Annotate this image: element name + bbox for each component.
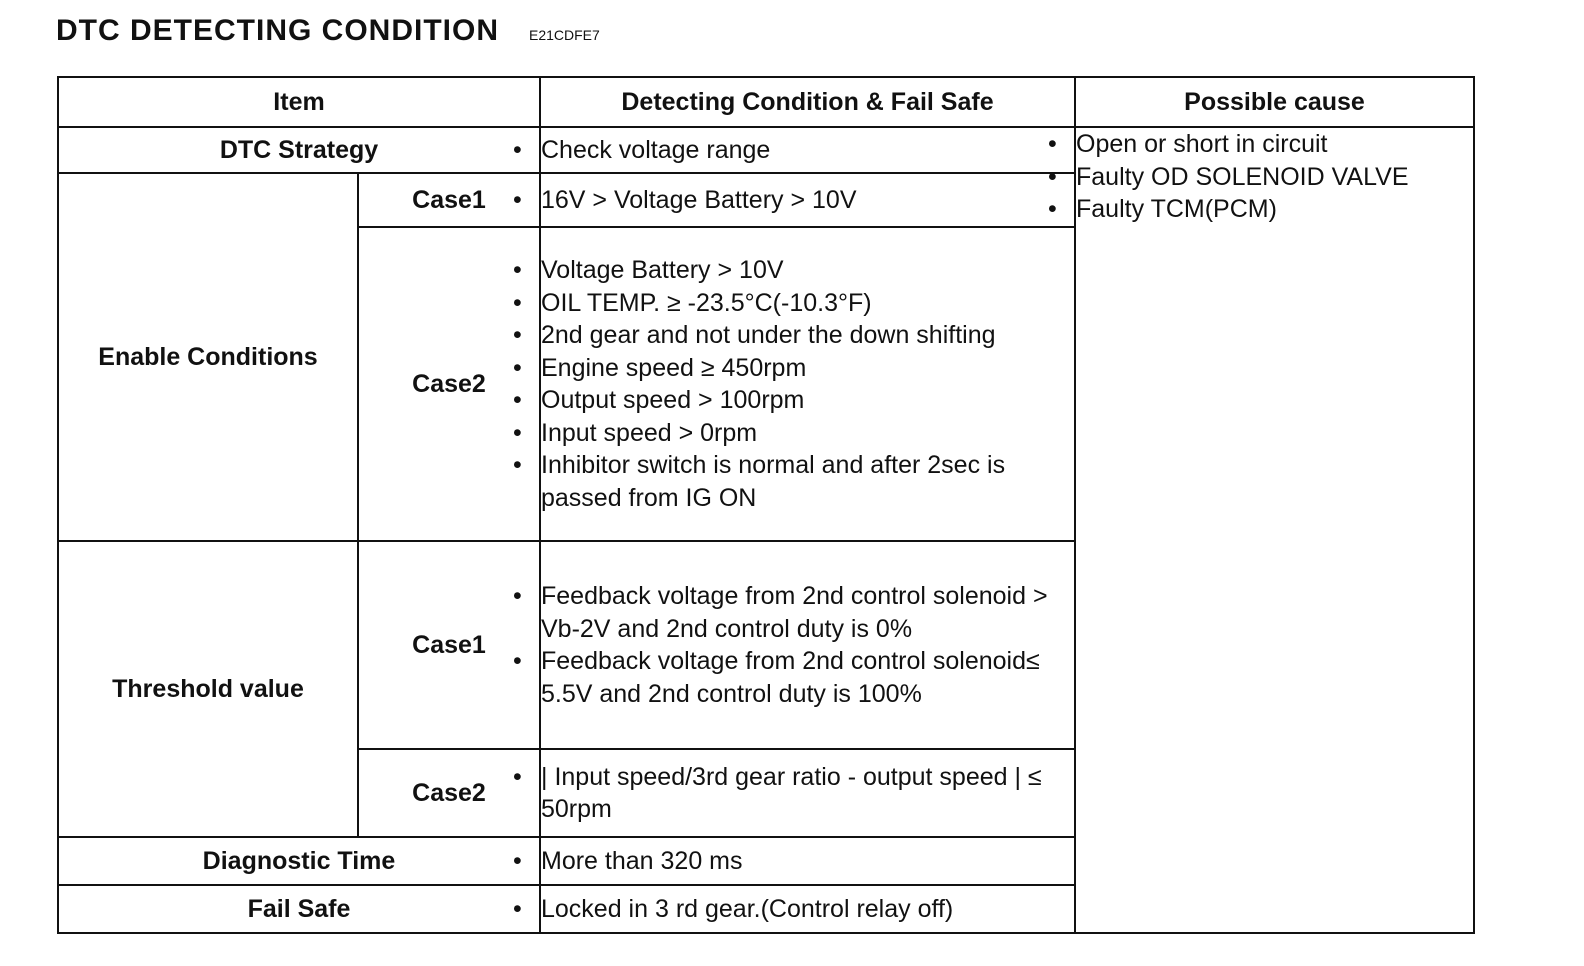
enable-conditions-label: Enable Conditions xyxy=(58,173,358,541)
column-header-item: Item xyxy=(58,77,540,127)
cause-item: • Open or short in circuit xyxy=(1076,128,1473,161)
cause-item: • Faulty OD SOLENOID VALVE xyxy=(1076,161,1473,194)
enable-case1-conditions xyxy=(540,173,1075,227)
condition-item: • Output speed > 100rpm xyxy=(541,384,1074,417)
column-header-condition: Detecting Condition & Fail Safe xyxy=(540,77,1075,127)
dtc-strategy-conditions xyxy=(540,127,1075,173)
threshold-case2-conditions xyxy=(540,749,1075,837)
page-title: DTC DETECTING CONDITION xyxy=(56,14,499,47)
possible-cause-cell xyxy=(1075,127,1474,933)
enable-case1-label: Case1 xyxy=(358,173,540,227)
page-heading xyxy=(56,14,600,48)
threshold-value-label: Threshold value xyxy=(58,541,358,837)
condition-item: • More than 320 ms xyxy=(541,845,1074,878)
condition-item: • Check voltage range xyxy=(541,134,1074,167)
condition-item: • Engine speed ≥ 450rpm xyxy=(541,352,1074,385)
diagnostic-time-label: Diagnostic Time xyxy=(58,837,540,885)
enable-case2-label: Case2 xyxy=(358,227,540,541)
threshold-case1-conditions xyxy=(540,541,1075,749)
condition-item: • Voltage Battery > 10V xyxy=(541,254,1074,287)
condition-item: • Inhibitor switch is normal and after 2sec is passed from IG ON xyxy=(541,449,1074,514)
table-header-row xyxy=(58,77,1474,127)
fail-safe-conditions xyxy=(540,885,1075,933)
dtc-condition-table xyxy=(57,76,1475,934)
condition-item: • Feedback voltage from 2nd control solenoid > Vb-2V and 2nd control duty is 0% xyxy=(541,580,1074,645)
document-code: E21CDFE7 xyxy=(529,27,600,43)
threshold-case2-label: Case2 xyxy=(358,749,540,837)
threshold-case1-label: Case1 xyxy=(358,541,540,749)
diagnostic-time-conditions xyxy=(540,837,1075,885)
dtc-strategy-label: DTC Strategy xyxy=(58,127,540,173)
column-header-cause: Possible cause xyxy=(1075,77,1474,127)
condition-item: • Feedback voltage from 2nd control solenoid≤ 5.5V and 2nd control duty is 100% xyxy=(541,645,1074,710)
enable-case2-conditions xyxy=(540,227,1075,541)
condition-item: • Locked in 3 rd gear.(Control relay off) xyxy=(541,893,1074,926)
condition-item: • 16V > Voltage Battery > 10V xyxy=(541,184,1074,217)
condition-item: • OIL TEMP. ≥ -23.5°C(-10.3°F) xyxy=(541,287,1074,320)
table-row-dtc-strategy xyxy=(58,127,1474,173)
condition-item: • | Input speed/3rd gear ratio - output speed | ≤ 50rpm xyxy=(541,761,1074,826)
cause-item: • Faulty TCM(PCM) xyxy=(1076,193,1473,226)
condition-item: • 2nd gear and not under the down shifting xyxy=(541,319,1074,352)
fail-safe-label: Fail Safe xyxy=(58,885,540,933)
condition-item: • Input speed > 0rpm xyxy=(541,417,1074,450)
